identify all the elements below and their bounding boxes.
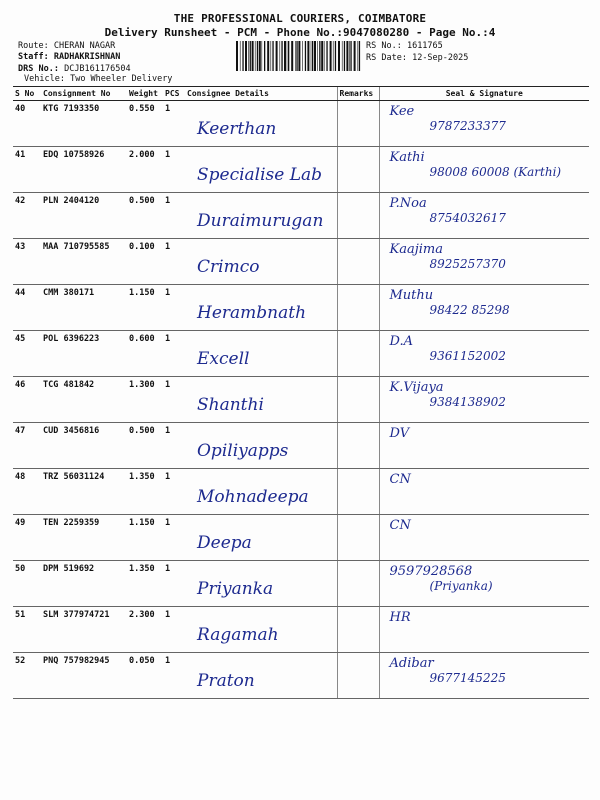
row-sno: 45: [13, 331, 41, 377]
staff-value: RADHAKRISHNAN: [53, 52, 121, 62]
row-pcs: 1: [163, 423, 185, 469]
barcode-bar: [302, 41, 303, 71]
barcode-bar: [250, 41, 251, 71]
barcode-bar: [242, 41, 243, 71]
row-signature-cell: [379, 653, 589, 699]
row-consignee: Duraimurugan: [197, 211, 324, 231]
row-consignee-cell: [185, 147, 337, 193]
row-consignee: Priyanka: [197, 579, 274, 599]
table-row: [13, 377, 589, 423]
route-label: Route:: [18, 41, 49, 51]
col-consignment: Consignment No: [41, 87, 127, 101]
barcode-bar: [321, 41, 323, 71]
row-consignment: POL 6396223: [41, 331, 127, 377]
barcode-bar: [307, 41, 309, 71]
row-consignee-cell: [185, 653, 337, 699]
barcode-bar: [267, 41, 269, 71]
row-signature-phone: 98008 60008 (Karthi): [429, 165, 562, 179]
row-consignment: TRZ 56031124: [41, 469, 127, 515]
barcode-bar: [284, 41, 286, 71]
row-sno: 49: [13, 515, 41, 561]
row-signature: Kaajima: [389, 242, 443, 257]
row-weight: 1.150: [127, 285, 163, 331]
row-weight: 1.350: [127, 469, 163, 515]
row-remarks: [337, 193, 379, 239]
route-line: [18, 41, 115, 52]
barcode-bar: [287, 41, 288, 71]
barcode-bar: [338, 41, 340, 71]
barcode-bar: [358, 41, 359, 71]
row-signature: 9597928568: [389, 564, 473, 579]
row-signature: DV: [389, 426, 410, 441]
table-row: [13, 653, 589, 699]
barcode-bar: [314, 41, 316, 71]
row-signature-cell: [379, 285, 589, 331]
row-weight: 2.300: [127, 607, 163, 653]
row-consignee: Crimco: [197, 257, 260, 277]
row-signature-cell: [379, 607, 589, 653]
table-row: [13, 101, 589, 147]
row-consignee-cell: [185, 377, 337, 423]
table-body: [13, 101, 589, 699]
barcode-bar: [255, 41, 256, 71]
row-sno: 48: [13, 469, 41, 515]
row-weight: 0.550: [127, 101, 163, 147]
row-consignment: EDQ 10758926: [41, 147, 127, 193]
row-signature: Kathi: [389, 150, 425, 165]
rs-no-label: RS No.:: [366, 41, 402, 51]
row-remarks: [337, 423, 379, 469]
row-sno: 46: [13, 377, 41, 423]
row-remarks: [337, 653, 379, 699]
row-weight: 1.350: [127, 561, 163, 607]
table-row: [13, 469, 589, 515]
table-row: [13, 515, 589, 561]
barcode-bar: [280, 41, 281, 71]
row-signature-cell: [379, 239, 589, 285]
barcode-bar: [257, 41, 258, 71]
row-weight: 0.500: [127, 193, 163, 239]
col-consignee: Consignee Details: [185, 87, 337, 101]
row-pcs: 1: [163, 377, 185, 423]
row-remarks: [337, 377, 379, 423]
barcode-bar: [319, 41, 320, 71]
row-consignee: Shanthi: [197, 395, 264, 415]
row-consignment: TCG 481842: [41, 377, 127, 423]
row-weight: 1.150: [127, 515, 163, 561]
barcode-bar: [259, 41, 261, 71]
barcode-bar: [335, 41, 336, 71]
row-consignment: SLM 377974721: [41, 607, 127, 653]
vehicle-label: Vehicle:: [24, 74, 65, 84]
row-sno: 42: [13, 193, 41, 239]
col-remarks: Remarks: [337, 87, 379, 101]
row-signature-cell: [379, 377, 589, 423]
barcode-bar: [296, 41, 297, 71]
barcode-bar: [326, 41, 327, 71]
rs-date-value: 12-Sep-2025: [412, 53, 469, 63]
rs-no-line: [366, 41, 443, 52]
barcode-bar: [262, 41, 263, 71]
company-name: THE PROFESSIONAL COURIERS, COIMBATORE: [173, 12, 427, 25]
row-weight: 0.600: [127, 331, 163, 377]
table-header-row: [13, 87, 589, 101]
col-seal: Seal & Signature: [379, 87, 589, 101]
row-signature: Muthu: [389, 288, 434, 303]
row-pcs: 1: [163, 239, 185, 285]
drs-label: DRS No.:: [18, 64, 59, 74]
vehicle-line: [24, 74, 172, 85]
row-consignment: MAA 710795585: [41, 239, 127, 285]
barcode-bar: [272, 41, 273, 71]
barcode-bar: [342, 41, 343, 71]
row-remarks: [337, 101, 379, 147]
barcode-bar: [305, 41, 306, 71]
barcode-bar: [288, 41, 289, 71]
row-signature-phone: 9677145225: [429, 671, 506, 685]
row-pcs: 1: [163, 561, 185, 607]
barcode-bar: [324, 41, 325, 71]
row-sno: 52: [13, 653, 41, 699]
row-consignee-cell: [185, 285, 337, 331]
row-consignee: Excell: [197, 349, 250, 369]
row-signature-phone: (Priyanka): [429, 579, 493, 593]
row-pcs: 1: [163, 653, 185, 699]
row-weight: 2.000: [127, 147, 163, 193]
row-consignment: CUD 3456816: [41, 423, 127, 469]
row-pcs: 1: [163, 331, 185, 377]
row-sno: 44: [13, 285, 41, 331]
row-consignee: Praton: [197, 671, 255, 691]
row-consignee: Opiliyapps: [197, 441, 289, 461]
row-signature: Kee: [389, 104, 415, 119]
rs-date-line: [366, 53, 468, 64]
row-remarks: [337, 285, 379, 331]
row-signature-cell: [379, 469, 589, 515]
row-consignment: DPM 519692: [41, 561, 127, 607]
vehicle-value: Two Wheeler Delivery: [70, 74, 173, 84]
row-sno: 50: [13, 561, 41, 607]
row-consignee-cell: [185, 423, 337, 469]
row-signature-cell: [379, 331, 589, 377]
row-signature: HR: [389, 610, 411, 625]
table-row: [13, 607, 589, 653]
route-value: CHERAN NAGAR: [53, 41, 116, 51]
barcode-bar: [311, 41, 312, 71]
row-signature: CN: [389, 518, 411, 533]
col-weight: Weight: [127, 87, 163, 101]
row-consignment: CMM 380171: [41, 285, 127, 331]
barcode-bar: [264, 41, 265, 71]
row-consignee-cell: [185, 607, 337, 653]
barcode-bar: [271, 41, 272, 71]
row-remarks: [337, 607, 379, 653]
row-remarks: [337, 561, 379, 607]
row-consignee: Keerthan: [197, 119, 277, 139]
barcode-bar: [252, 41, 254, 71]
barcode-bar: [281, 41, 282, 71]
row-consignment: PLN 2404120: [41, 193, 127, 239]
delivery-table: [13, 86, 589, 699]
barcode-bar: [312, 41, 313, 71]
barcode-bar: [333, 41, 334, 71]
col-pcs: PCS: [163, 87, 185, 101]
row-signature-cell: [379, 561, 589, 607]
row-consignee-cell: [185, 515, 337, 561]
row-signature-cell: [379, 147, 589, 193]
runsheet-subtitle: Delivery Runsheet - PCM - Phone No.:9047080280 - Page No.:4: [104, 26, 496, 39]
row-signature: Adibar: [389, 656, 434, 671]
table-row: [13, 239, 589, 285]
table-row: [13, 331, 589, 377]
row-weight: 0.050: [127, 653, 163, 699]
row-consignment: KTG 7193350: [41, 101, 127, 147]
staff-label: Staff:: [18, 52, 49, 62]
row-remarks: [337, 239, 379, 285]
table-row: [13, 147, 589, 193]
row-sno: 43: [13, 239, 41, 285]
barcode-image: [236, 41, 362, 71]
barcode-bar: [317, 41, 318, 71]
barcode-bar: [344, 41, 345, 71]
row-sno: 47: [13, 423, 41, 469]
table-row: [13, 193, 589, 239]
row-signature: D.A: [389, 334, 413, 349]
row-weight: 0.500: [127, 423, 163, 469]
row-consignee-cell: [185, 561, 337, 607]
row-signature-cell: [379, 423, 589, 469]
barcode-bar: [276, 41, 278, 71]
table-row: [13, 561, 589, 607]
rs-no-value: 1611765: [406, 41, 443, 51]
row-consignee-cell: [185, 469, 337, 515]
row-pcs: 1: [163, 147, 185, 193]
row-remarks: [337, 515, 379, 561]
barcode-bar: [248, 41, 249, 71]
row-consignee-cell: [185, 101, 337, 147]
table-row: [13, 285, 589, 331]
row-pcs: 1: [163, 193, 185, 239]
barcode-bar: [346, 41, 348, 71]
row-consignee: Mohnadeepa: [197, 487, 309, 507]
row-weight: 1.300: [127, 377, 163, 423]
row-pcs: 1: [163, 607, 185, 653]
row-consignee: Specialise Lab: [197, 165, 323, 185]
row-consignment: TEN 2259359: [41, 515, 127, 561]
col-sno: S No: [13, 87, 41, 101]
row-consignee-cell: [185, 193, 337, 239]
row-signature-phone: 9787233377: [429, 119, 506, 133]
row-remarks: [337, 147, 379, 193]
row-pcs: 1: [163, 515, 185, 561]
row-sno: 41: [13, 147, 41, 193]
staff-line: [18, 52, 120, 63]
row-pcs: 1: [163, 101, 185, 147]
barcode-bar: [359, 41, 360, 71]
row-consignee: Herambnath: [197, 303, 307, 323]
row-signature: K.Vijaya: [389, 380, 444, 395]
barcode-bar: [291, 41, 293, 71]
row-consignee: Ragamah: [197, 625, 279, 645]
row-sno: 51: [13, 607, 41, 653]
barcode-bar: [349, 41, 350, 71]
row-signature-cell: [379, 193, 589, 239]
row-pcs: 1: [163, 285, 185, 331]
barcode-bar: [298, 41, 300, 71]
row-signature: P.Noa: [389, 196, 427, 211]
row-remarks: [337, 331, 379, 377]
row-signature-phone: 98422 85298: [429, 303, 510, 317]
row-consignee: Deepa: [197, 533, 252, 553]
row-signature-phone: 8754032617: [429, 211, 506, 225]
row-remarks: [337, 469, 379, 515]
drs-value: DCJB161176504: [64, 64, 131, 74]
barcode-bar: [295, 41, 296, 71]
barcode-bar: [245, 41, 247, 71]
barcode-bar: [330, 41, 332, 71]
row-signature-cell: [379, 101, 589, 147]
row-consignee-cell: [185, 331, 337, 377]
row-pcs: 1: [163, 469, 185, 515]
row-sno: 40: [13, 101, 41, 147]
barcode-bar: [350, 41, 351, 71]
table-row: [13, 423, 589, 469]
row-signature: CN: [389, 472, 411, 487]
row-consignment: PNQ 757982945: [41, 653, 127, 699]
row-signature-phone: 9361152002: [429, 349, 506, 363]
row-signature-cell: [379, 515, 589, 561]
barcode-bar: [240, 41, 241, 71]
barcode-bar: [236, 41, 238, 71]
row-signature-phone: 8925257370: [429, 257, 506, 271]
row-consignee-cell: [185, 239, 337, 285]
row-signature-phone: 9384138902: [429, 395, 506, 409]
row-weight: 0.100: [127, 239, 163, 285]
barcode-bar: [354, 41, 356, 71]
rs-date-label: RS Date:: [366, 53, 407, 63]
